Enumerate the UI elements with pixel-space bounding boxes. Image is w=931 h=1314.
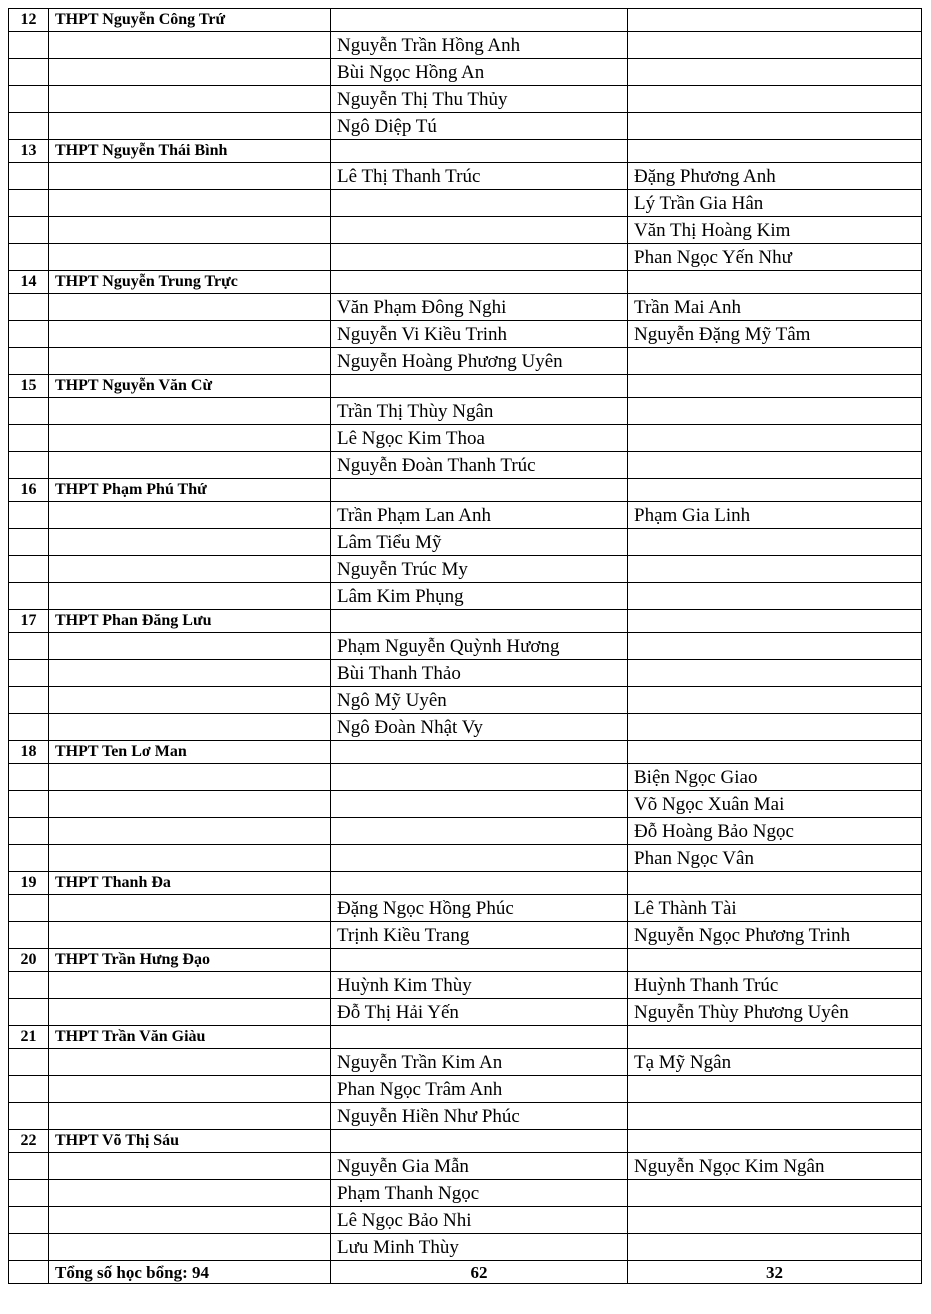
empty-cell xyxy=(9,529,49,556)
student-name-col4: Biện Ngọc Giao xyxy=(628,764,922,791)
school-name: THPT Phan Đăng Lưu xyxy=(49,610,331,633)
student-row xyxy=(9,791,922,818)
empty-cell xyxy=(49,660,331,687)
empty-cell xyxy=(49,714,331,741)
student-name-col3: Bùi Ngọc Hồng An xyxy=(331,59,628,86)
student-name-col3: Trần Phạm Lan Anh xyxy=(331,502,628,529)
empty-cell xyxy=(9,687,49,714)
empty-cell xyxy=(9,633,49,660)
school-name: THPT Võ Thị Sáu xyxy=(49,1130,331,1153)
student-name-col4: Nguyễn Ngọc Phương Trinh xyxy=(628,922,922,949)
student-name-col4: Lý Trần Gia Hân xyxy=(628,190,922,217)
school-name: THPT Nguyễn Văn Cừ xyxy=(49,375,331,398)
student-row xyxy=(9,895,922,922)
school-name: THPT Thanh Đa xyxy=(49,872,331,895)
student-row xyxy=(9,687,922,714)
empty-cell xyxy=(9,1234,49,1261)
student-row xyxy=(9,529,922,556)
empty-cell xyxy=(49,1180,331,1207)
student-name-col3 xyxy=(331,244,628,271)
student-name-col4 xyxy=(628,452,922,479)
empty-cell xyxy=(9,86,49,113)
empty-cell xyxy=(49,764,331,791)
student-row xyxy=(9,59,922,86)
student-name-col3: Lê Ngọc Bảo Nhi xyxy=(331,1207,628,1234)
student-row xyxy=(9,425,922,452)
student-name-col4: Nguyễn Ngọc Kim Ngân xyxy=(628,1153,922,1180)
student-name-col4: Phan Ngọc Vân xyxy=(628,845,922,872)
empty-cell xyxy=(9,1049,49,1076)
empty-cell xyxy=(49,425,331,452)
student-row xyxy=(9,1076,922,1103)
empty-cell xyxy=(49,1103,331,1130)
empty-cell xyxy=(331,872,628,895)
student-name-col3: Lê Thị Thanh Trúc xyxy=(331,163,628,190)
empty-cell xyxy=(49,818,331,845)
empty-cell xyxy=(331,1130,628,1153)
student-name-col4 xyxy=(628,633,922,660)
empty-cell xyxy=(49,452,331,479)
student-name-col4: Võ Ngọc Xuân Mai xyxy=(628,791,922,818)
empty-cell xyxy=(49,791,331,818)
student-row xyxy=(9,294,922,321)
student-row xyxy=(9,660,922,687)
empty-cell xyxy=(49,1207,331,1234)
empty-cell xyxy=(9,59,49,86)
empty-cell xyxy=(49,502,331,529)
student-name-col3: Lê Ngọc Kim Thoa xyxy=(331,425,628,452)
student-row xyxy=(9,163,922,190)
empty-cell xyxy=(331,271,628,294)
student-name-col4 xyxy=(628,32,922,59)
school-name: THPT Nguyễn Công Trứ xyxy=(49,9,331,32)
student-row xyxy=(9,86,922,113)
total-row xyxy=(9,1261,922,1284)
empty-cell xyxy=(9,190,49,217)
student-name-col3: Phan Ngọc Trâm Anh xyxy=(331,1076,628,1103)
student-name-col4: Văn Thị Hoàng Kim xyxy=(628,217,922,244)
student-row xyxy=(9,714,922,741)
empty-cell xyxy=(628,1026,922,1049)
empty-cell xyxy=(49,845,331,872)
total-no-cell xyxy=(9,1261,49,1284)
student-name-col4 xyxy=(628,1207,922,1234)
student-name-col4 xyxy=(628,348,922,375)
student-name-col4 xyxy=(628,714,922,741)
student-row xyxy=(9,502,922,529)
student-name-col4: Huỳnh Thanh Trúc xyxy=(628,972,922,999)
empty-cell xyxy=(9,113,49,140)
empty-cell xyxy=(331,610,628,633)
empty-cell xyxy=(49,86,331,113)
empty-cell xyxy=(628,479,922,502)
student-row xyxy=(9,113,922,140)
empty-cell xyxy=(331,1026,628,1049)
total-label: Tổng số học bổng: 94 xyxy=(49,1261,331,1284)
empty-cell xyxy=(49,1049,331,1076)
empty-cell xyxy=(9,660,49,687)
empty-cell xyxy=(49,687,331,714)
student-row xyxy=(9,244,922,271)
student-name-col3: Đặng Ngọc Hồng Phúc xyxy=(331,895,628,922)
student-name-col3 xyxy=(331,764,628,791)
school-name: THPT Phạm Phú Thứ xyxy=(49,479,331,502)
student-name-col3 xyxy=(331,190,628,217)
empty-cell xyxy=(9,714,49,741)
student-row xyxy=(9,818,922,845)
empty-cell xyxy=(9,294,49,321)
empty-cell xyxy=(49,113,331,140)
empty-cell xyxy=(49,1234,331,1261)
student-name-col3: Nguyễn Trần Hồng Anh xyxy=(331,32,628,59)
empty-cell xyxy=(9,502,49,529)
empty-cell xyxy=(49,59,331,86)
student-row xyxy=(9,321,922,348)
empty-cell xyxy=(49,1076,331,1103)
student-name-col4 xyxy=(628,1076,922,1103)
student-name-col3: Bùi Thanh Thảo xyxy=(331,660,628,687)
student-name-col4 xyxy=(628,1180,922,1207)
empty-cell xyxy=(49,348,331,375)
school-name: THPT Trần Văn Giàu xyxy=(49,1026,331,1049)
empty-cell xyxy=(628,9,922,32)
empty-cell xyxy=(9,1180,49,1207)
student-name-col4: Tạ Mỹ Ngân xyxy=(628,1049,922,1076)
student-row xyxy=(9,398,922,425)
student-name-col4: Trần Mai Anh xyxy=(628,294,922,321)
school-header-row xyxy=(9,9,922,32)
empty-cell xyxy=(49,294,331,321)
student-name-col4: Phan Ngọc Yến Như xyxy=(628,244,922,271)
empty-cell xyxy=(331,741,628,764)
student-name-col4 xyxy=(628,529,922,556)
scholarship-table xyxy=(8,8,922,1284)
student-row xyxy=(9,633,922,660)
student-row xyxy=(9,764,922,791)
empty-cell xyxy=(9,1103,49,1130)
student-row xyxy=(9,999,922,1026)
student-name-col4: Phạm Gia Linh xyxy=(628,502,922,529)
student-row xyxy=(9,556,922,583)
empty-cell xyxy=(9,348,49,375)
student-name-col3: Ngô Đoàn Nhật Vy xyxy=(331,714,628,741)
empty-cell xyxy=(331,375,628,398)
empty-cell xyxy=(9,791,49,818)
school-number: 18 xyxy=(9,741,49,764)
scholarship-table-body xyxy=(9,9,922,1261)
student-name-col3: Nguyễn Hoàng Phương Uyên xyxy=(331,348,628,375)
total-col3: 62 xyxy=(331,1261,628,1284)
empty-cell xyxy=(9,217,49,244)
student-row xyxy=(9,1234,922,1261)
student-row xyxy=(9,190,922,217)
empty-cell xyxy=(628,949,922,972)
empty-cell xyxy=(9,452,49,479)
student-name-col3: Lưu Minh Thùy xyxy=(331,1234,628,1261)
empty-cell xyxy=(9,398,49,425)
student-name-col3: Văn Phạm Đông Nghi xyxy=(331,294,628,321)
school-header-row xyxy=(9,1130,922,1153)
school-header-row xyxy=(9,610,922,633)
empty-cell xyxy=(49,895,331,922)
student-row xyxy=(9,32,922,59)
student-name-col4 xyxy=(628,1103,922,1130)
student-name-col3: Nguyễn Vi Kiều Trinh xyxy=(331,321,628,348)
student-name-col3 xyxy=(331,845,628,872)
empty-cell xyxy=(49,217,331,244)
empty-cell xyxy=(49,321,331,348)
school-name: THPT Ten Lơ Man xyxy=(49,741,331,764)
student-name-col4 xyxy=(628,556,922,583)
student-name-col3: Nguyễn Trần Kim An xyxy=(331,1049,628,1076)
empty-cell xyxy=(49,999,331,1026)
student-name-col3: Đỗ Thị Hải Yến xyxy=(331,999,628,1026)
school-number: 20 xyxy=(9,949,49,972)
empty-cell xyxy=(9,583,49,610)
student-row xyxy=(9,1049,922,1076)
student-row xyxy=(9,348,922,375)
school-number: 13 xyxy=(9,140,49,163)
student-name-col4 xyxy=(628,425,922,452)
empty-cell xyxy=(49,398,331,425)
student-name-col4 xyxy=(628,86,922,113)
empty-cell xyxy=(9,244,49,271)
school-header-row xyxy=(9,375,922,398)
empty-cell xyxy=(9,32,49,59)
empty-cell xyxy=(9,845,49,872)
student-row xyxy=(9,972,922,999)
empty-cell xyxy=(49,972,331,999)
empty-cell xyxy=(49,529,331,556)
school-number: 21 xyxy=(9,1026,49,1049)
student-name-col4: Lê Thành Tài xyxy=(628,895,922,922)
empty-cell xyxy=(9,972,49,999)
student-row xyxy=(9,1207,922,1234)
student-name-col3: Nguyễn Thị Thu Thủy xyxy=(331,86,628,113)
school-name: THPT Nguyễn Thái Bình xyxy=(49,140,331,163)
school-number: 16 xyxy=(9,479,49,502)
student-row xyxy=(9,1180,922,1207)
school-number: 15 xyxy=(9,375,49,398)
empty-cell xyxy=(9,1207,49,1234)
empty-cell xyxy=(9,425,49,452)
empty-cell xyxy=(628,140,922,163)
empty-cell xyxy=(331,140,628,163)
empty-cell xyxy=(49,583,331,610)
empty-cell xyxy=(628,741,922,764)
school-header-row xyxy=(9,872,922,895)
school-header-row xyxy=(9,1026,922,1049)
empty-cell xyxy=(628,1130,922,1153)
empty-cell xyxy=(628,271,922,294)
student-name-col4: Nguyễn Thùy Phương Uyên xyxy=(628,999,922,1026)
student-name-col3: Lâm Kim Phụng xyxy=(331,583,628,610)
empty-cell xyxy=(9,321,49,348)
empty-cell xyxy=(331,479,628,502)
school-number: 19 xyxy=(9,872,49,895)
empty-cell xyxy=(331,949,628,972)
empty-cell xyxy=(49,190,331,217)
empty-cell xyxy=(9,764,49,791)
empty-cell xyxy=(9,818,49,845)
student-name-col4 xyxy=(628,660,922,687)
school-header-row xyxy=(9,949,922,972)
empty-cell xyxy=(628,610,922,633)
student-name-col3: Nguyễn Trúc My xyxy=(331,556,628,583)
student-name-col3 xyxy=(331,791,628,818)
school-name: THPT Trần Hưng Đạo xyxy=(49,949,331,972)
student-name-col4: Đặng Phương Anh xyxy=(628,163,922,190)
empty-cell xyxy=(9,556,49,583)
student-name-col3: Phạm Nguyễn Quỳnh Hương xyxy=(331,633,628,660)
school-number: 22 xyxy=(9,1130,49,1153)
student-row xyxy=(9,845,922,872)
empty-cell xyxy=(9,1153,49,1180)
empty-cell xyxy=(49,922,331,949)
student-name-col4 xyxy=(628,583,922,610)
total-col4: 32 xyxy=(628,1261,922,1284)
school-name: THPT Nguyễn Trung Trực xyxy=(49,271,331,294)
student-name-col3: Phạm Thanh Ngọc xyxy=(331,1180,628,1207)
empty-cell xyxy=(49,633,331,660)
school-header-row xyxy=(9,271,922,294)
student-row xyxy=(9,583,922,610)
student-name-col3: Nguyễn Đoàn Thanh Trúc xyxy=(331,452,628,479)
student-name-col4 xyxy=(628,398,922,425)
student-row xyxy=(9,217,922,244)
student-row xyxy=(9,922,922,949)
school-header-row xyxy=(9,479,922,502)
school-number: 12 xyxy=(9,9,49,32)
student-name-col3: Ngô Diệp Tú xyxy=(331,113,628,140)
empty-cell xyxy=(9,895,49,922)
student-row xyxy=(9,452,922,479)
empty-cell xyxy=(49,32,331,59)
empty-cell xyxy=(628,375,922,398)
school-number: 17 xyxy=(9,610,49,633)
empty-cell xyxy=(628,872,922,895)
student-name-col4 xyxy=(628,59,922,86)
student-name-col3 xyxy=(331,217,628,244)
school-number: 14 xyxy=(9,271,49,294)
student-row xyxy=(9,1103,922,1130)
empty-cell xyxy=(9,922,49,949)
student-name-col4: Nguyễn Đặng Mỹ Tâm xyxy=(628,321,922,348)
empty-cell xyxy=(49,163,331,190)
empty-cell xyxy=(9,1076,49,1103)
empty-cell xyxy=(49,556,331,583)
empty-cell xyxy=(49,1153,331,1180)
student-name-col3: Nguyễn Hiền Như Phúc xyxy=(331,1103,628,1130)
empty-cell xyxy=(49,244,331,271)
student-name-col3: Trịnh Kiều Trang xyxy=(331,922,628,949)
student-name-col3: Ngô Mỹ Uyên xyxy=(331,687,628,714)
student-name-col3: Nguyễn Gia Mẫn xyxy=(331,1153,628,1180)
student-name-col3: Lâm Tiểu Mỹ xyxy=(331,529,628,556)
student-name-col3 xyxy=(331,818,628,845)
school-header-row xyxy=(9,140,922,163)
student-name-col3: Trần Thị Thùy Ngân xyxy=(331,398,628,425)
student-row xyxy=(9,1153,922,1180)
student-name-col4 xyxy=(628,1234,922,1261)
empty-cell xyxy=(9,163,49,190)
student-name-col4 xyxy=(628,687,922,714)
student-name-col4: Đỗ Hoàng Bảo Ngọc xyxy=(628,818,922,845)
student-name-col4 xyxy=(628,113,922,140)
empty-cell xyxy=(9,999,49,1026)
student-name-col3: Huỳnh Kim Thùy xyxy=(331,972,628,999)
empty-cell xyxy=(331,9,628,32)
school-header-row xyxy=(9,741,922,764)
